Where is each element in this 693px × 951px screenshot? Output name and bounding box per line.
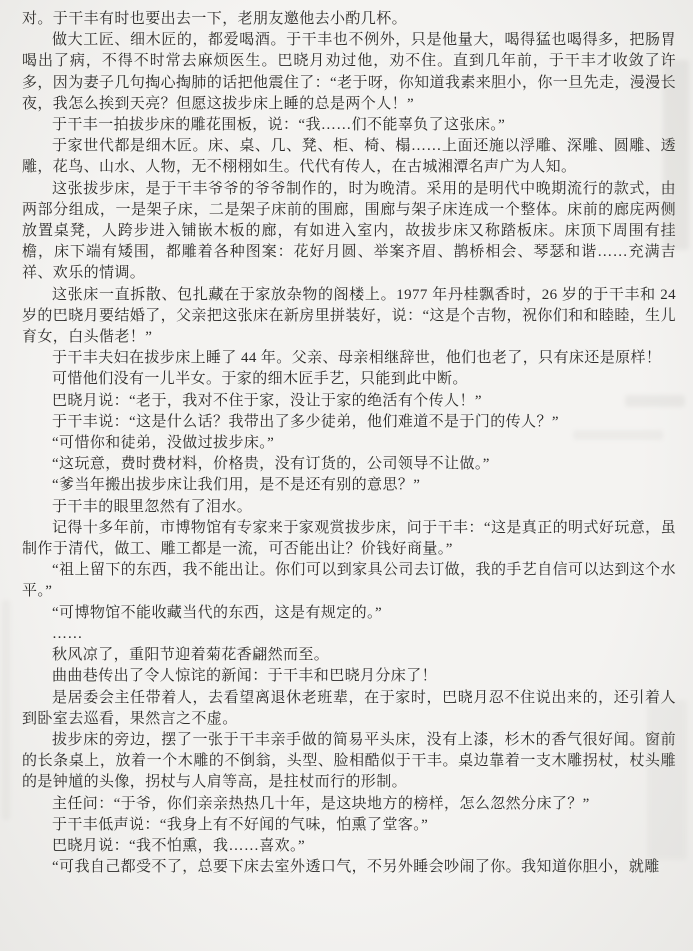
paragraph: “这玩意，费时费材料，价格贵，没有订货的，公司领导不让做。” bbox=[52, 456, 490, 473]
paragraph: 秋风凉了，重阳节迎着菊花香翩然而至。 bbox=[52, 647, 330, 664]
paragraph: 于干丰一拍拔步床的雕花围板，说：“我……们不能辜负了这张床。” bbox=[52, 117, 506, 134]
paragraph: 可惜他们没有一儿半女。于家的细木匠手艺，只能到此中断。 bbox=[52, 371, 468, 388]
paragraph: “可惜你和徒弟，没做过拔步床。” bbox=[52, 435, 275, 452]
paragraph: “爹当年搬出拔步床让我们用，是不是还有别的意思？” bbox=[52, 477, 421, 494]
paragraph: …… bbox=[52, 625, 83, 642]
paragraph: 巴晓月说：“老于，我对不住于家，没让于家的绝活有个传人！” bbox=[52, 392, 482, 409]
paragraph: 拔步床的旁边，摆了一张于干丰亲手做的简易平头床，没有上漆，杉木的香气很好闻。窗前的长条桌上，放着一个木雕的不倒翁，头型、脸相酷似于干丰。桌边靠着一支木雕拐杖，杖头雕的是钟馗的头像，拐杖与人肩等高，是拄杖而行的形制。 bbox=[22, 731, 676, 791]
paragraph: 这张床一直拆散、包扎藏在于家放杂物的阁楼上。1977 年丹桂飘香时，26 岁的于干丰和 24 岁的巴晓月要结婚了，父亲把这张床在新房里拼装好，说：“这是个吉物，祝你们和和睦睦，生儿育女，白头偕老！” bbox=[22, 286, 676, 346]
paragraph: “可我自己都受不了，总要下床去室外透口气，不另外睡会吵闹了你。我知道你胆小，就雕 bbox=[52, 859, 660, 876]
paragraph: 是居委会主任带着人，去看望离退休老班辈，在于家时，巴晓月忍不住说出来的，还引着人到卧室去巡看，果然言之不虚。 bbox=[22, 689, 676, 727]
paragraph: 这张拔步床，是于干丰爷爷的爷爷制作的，时为晚清。采用的是明代中晚期流行的款式，由两部分组成，一是架子床，二是架子床前的围廊，围廊与架子床连成一个整体。床前的廊庑两侧放置桌凳，人跨步进入铺嵌木板的廊，有如进入室内，故拔步床又称踏板床。床顶下周围有挂檐，床下端有矮围，都雕着各种图案：花好月圆、举案齐眉、鹊桥相会、琴瑟和谐……充满吉祥、欢乐的情调。 bbox=[22, 180, 676, 282]
paragraph: 主任问：“于爷，你们亲亲热热几十年，是这块地方的榜样，怎么忽然分床了？” bbox=[52, 795, 590, 812]
scan-bleed-artifact bbox=[2, 600, 10, 820]
paragraph: 于干丰低声说：“我身上有不好闻的气味，怕熏了堂客。” bbox=[52, 816, 429, 833]
paragraph: 对。于干丰有时也要出去一下，老朋友邀他去小酌几杯。 bbox=[22, 11, 408, 27]
paragraph: 于干丰说：“这是什么话？我带出了多少徒弟，他们难道不是于门的传人？” bbox=[52, 413, 559, 430]
passage-text bbox=[22, 9, 676, 878]
paragraph: 做大工匠、细木匠的，都爱喝酒。于干丰也不例外，只是他量大，喝得猛也喝得多，把肠胃喝出了病，不得不时常去麻烦医生。巴晓月劝过他，劝不住。直到几年前，于干丰才收敛了许多，因为妻子几句掏心掏肺的话把他震住了：“老于呀，你知道我素来胆小，你一旦先走，漫漫长夜，我怎么挨到天亮？但愿这拔步床上睡的总是两个人！” bbox=[22, 32, 676, 112]
paragraph: 于干丰的眼里忽然有了泪水。 bbox=[52, 498, 253, 515]
paragraph: 记得十多年前，市博物馆有专家来于家观赏拔步床，问于干丰：“这是真正的明式好玩意，虽制作于清代，做工、雕工都是一流，可否能出让？价钱好商量。” bbox=[22, 519, 676, 558]
paragraph: 巴晓月说：“我不怕熏，我……喜欢。” bbox=[52, 837, 306, 854]
paragraph: 于家世代都是细木匠。床、桌、几、凳、柜、椅、榻……上面还施以浮雕、深雕、圆雕、透雕，花鸟、山水、人物，无不栩栩如生。代代有传人，在古城湘潭名声广为人知。 bbox=[22, 138, 676, 176]
paragraph: 于干丰夫妇在拔步床上睡了 44 年。父亲、母亲相继辞世，他们也老了，只有床还是原样！ bbox=[52, 350, 662, 367]
paragraph: “可博物馆不能收藏当代的东西，这是有规定的。” bbox=[52, 604, 383, 621]
paragraph: 曲曲巷传出了令人惊诧的新闻：于干丰和巴晓月分床了！ bbox=[52, 668, 438, 685]
paragraph: “祖上留下的东西，我不能出让。你们可以到家具公司去订做，我的手艺自信可以达到这个水平。” bbox=[22, 562, 676, 600]
